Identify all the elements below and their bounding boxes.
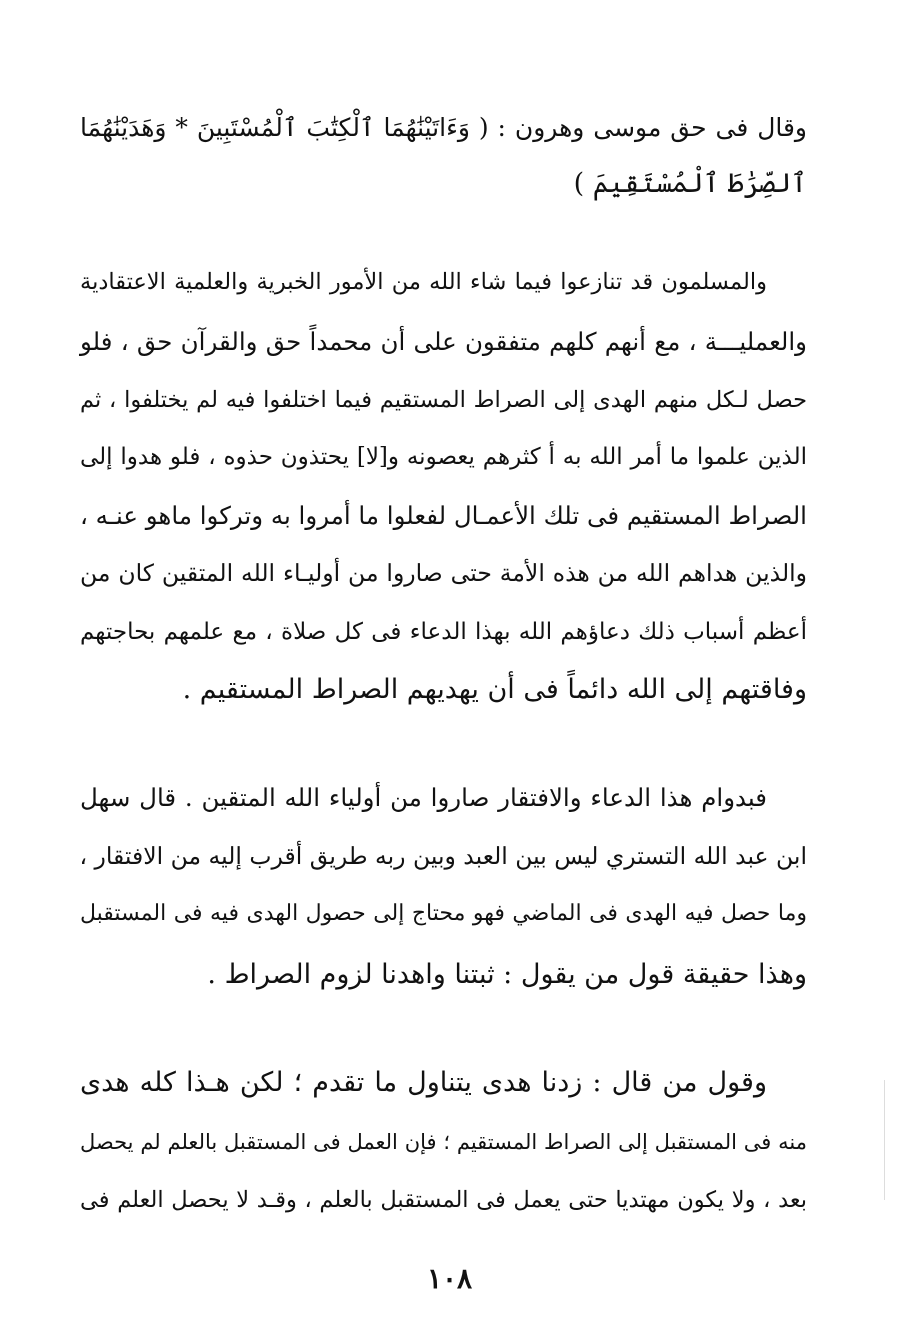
text-line: الصراط المستقيم فى تلك الأعمـال لفعلوا ما أمروا به وتركوا ماهو عنـه ، [79,501,807,530]
text-line: وهذا حقيقة قول من يقول : ثبتنا واهدنا لزوم الصراط . [207,959,807,990]
text-line: والذين هداهم الله من هذه الأمة حتى صاروا من أوليـاء الله المتقين كان من [80,559,807,587]
text-line: والمسلمون قد تنازعوا فيما شاء الله من الأمور الخبرية والعلمية الاعتقادية [80,269,767,295]
page-number: ١٠٨ [426,1262,473,1295]
text-line: بعد ، ولا يكون مهتديا حتى يعمل فى المستقبل بالعلم ، وقـد لا يحصل العلم فى [80,1187,807,1213]
text-line: الذين علموا ما أمر الله به أ كثرهم يعصونه و[لا] يحتذون حذوه ، فلو هدوا إلى [80,444,807,470]
text-line: وقول من قال : زدنا هدى يتناول ما تقدم ؛ لكن هـذا كله هدى [80,1067,767,1098]
text-line: منه فى المستقبل إلى الصراط المستقيم ؛ فإن العمل فى المستقبل بالعلم لم يحصل [80,1130,807,1154]
text-line: فبدوام هذا الدعاء والافتقار صاروا من أولياء الله المتقين . قال سهل [80,783,767,812]
text-line: ابن عبد الله التستري ليس بين العبد وبين ربه طريق أقرب إليه من الافتقار ، [79,842,807,870]
text-line: وفاقتهم إلى الله دائماً فى أن يهديهم الصراط المستقيم . [182,674,807,705]
text-line: ٱلصِّرَٰطَ ٱلْمُسْتَقِيمَ ) [573,168,807,199]
text-line: حصل لـكل منهم الهدى إلى الصراط المستقيم فيما اختلفوا فيه لم يختلفوا ، ثم [80,387,807,413]
text-line: والعمليـــة ، مع أنهم كلهم متفقون على أن محمداً حق والقرآن حق ، فلو [80,327,807,356]
page-edge-mark [884,1080,885,1200]
text-line: وما حصل فيه الهدى فى الماضي فهو محتاج إلى حصول الهدى فيه فى المستقبل [80,901,807,926]
text-line: وقال فى حق موسى وهرون : ( وَءَاتَيْنَٰهُمَا ٱلْكِتَٰبَ ٱلْمُسْتَبِينَ * وَهَدَيْنَٰهُمَا [80,113,807,142]
text-line: أعظم أسباب ذلك دعاؤهم الله بهذا الدعاء فى كل صلاة ، مع علمهم بحاجتهم [80,619,807,645]
